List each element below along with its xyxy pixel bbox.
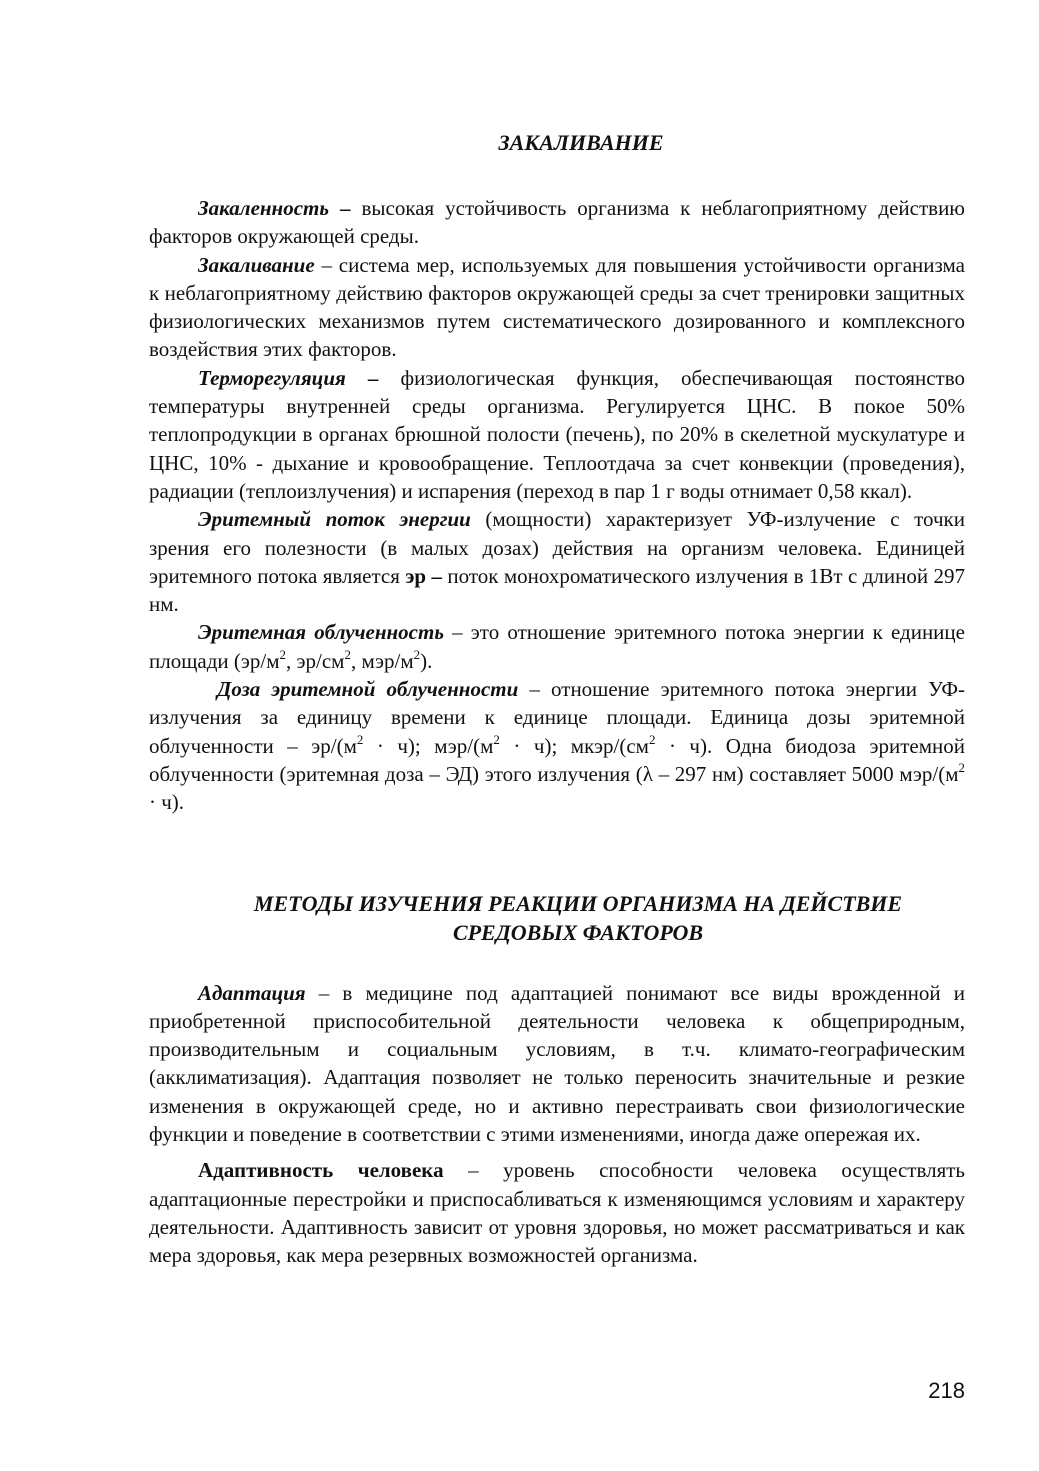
superscript: 2 (279, 646, 287, 662)
definition-text: поток монохроматического излучения в 1Вт с длиной 297 нм. (149, 563, 965, 617)
term-dash: – (345, 365, 379, 390)
paragraph-adaptivity (149, 1156, 965, 1269)
definition-text: физиологическая функция, обеспечивающая постоянство температуры внутренней среды организма. Регулируется ЦНС. В покое 50% теплопродукции в органах брюшной полости (печень), по 20% в скелетной мускулатуре и ЦНС, 10% - дыхание и кровообращение. Теплоотдача за счет конвекции (проведения), радиации (теплоизлучения) и испарения (переход в пар 1 г воды отнимает 0,58 ккал). (149, 365, 965, 503)
paragraph-erythemal-irradiance (149, 618, 965, 675)
paragraph-erythemal-flux (149, 505, 965, 618)
paragraph-adaptation (149, 979, 965, 1149)
definition-text: · ч). (149, 790, 185, 815)
unit-er: эр – (405, 563, 442, 588)
definition-text: ). (420, 648, 433, 673)
definition-text: – отношение эритемного потока энергии УФ-излучения за единицу времени к единице площади. Единица дозы эритемной облученности – эр/(м (149, 677, 965, 758)
superscript: 2 (958, 759, 965, 775)
definition-text: · ч). Одна биодоза эритемной облученности (эритемная доза – ЭД) этого излучения (λ – 297 нм) составляет 5000 мэр/(м (149, 733, 965, 786)
paragraph-hardening (149, 251, 965, 364)
definition-text: – система мер, используемых для повышения устойчивости организма к неблагоприятному действию факторов окружающей среды за счет тренировки защитных физиологических механизмов путем систематического дозированного и комплексного воздействия этих факторов. (149, 252, 965, 362)
definition-text: – уровень способности человека осуществлять адаптационные перестройки и приспосабливаться к изменяющимся условиям и характеру деятельности. Адаптивность зависит от уровня здоровья, но может рассматриваться и как мера здоровья, как мера резервных возможностей организма. (149, 1158, 965, 1268)
page-content (149, 120, 965, 1270)
superscript: 2 (493, 731, 500, 747)
superscript: 2 (648, 731, 656, 747)
superscript: 2 (344, 646, 351, 662)
definition-text: · ч); мэр/(м (363, 733, 494, 758)
term-adaptivity: Адаптивность человека (198, 1158, 444, 1183)
term-thermoregulation: Терморегуляция (198, 365, 346, 390)
heading-line: СРЕДОВЫХ ФАКТОРОВ (452, 919, 704, 945)
term-erythemal-irradiance: Эритемная облученность (198, 620, 444, 645)
term-erythemal-dose: Доза эритемной облученности (217, 677, 519, 702)
term-hardening: Закаливание (198, 252, 315, 277)
page-number: 218 (928, 1378, 965, 1403)
term-hardened-state: Закаленность (198, 196, 329, 220)
definition-text: , мэр/м (350, 648, 414, 673)
term-adaptation: Адаптация (198, 980, 306, 1005)
definition-text: – в медицине под адаптацией понимают все виды врожденной и приобретенной приспособительной деятельности человека к общеприродным, производительным и социальным условиям, в т.ч. климато-географическим (акклиматизация). Адаптация позволяет не только переносить значительные и резкие изменения в окружающей среде, но и активно перестраивать свои физиологические функции и поведение в соответствии с этими изменениями, иногда даже опережая их. (149, 980, 965, 1147)
definition-text: – это отношение эритемного потока энергии к единице площади (эр/м (149, 620, 965, 673)
definition-text: · ч); мкэр/(см (499, 733, 649, 758)
paragraph-hardened-state (149, 194, 965, 251)
term-dash: – (328, 196, 351, 220)
superscript: 2 (413, 646, 421, 662)
definition-text: высокая устойчивость организма к неблагоприятному действию факторов окружающей среды. (149, 196, 965, 249)
superscript: 2 (356, 731, 364, 747)
paragraph-erythemal-dose (149, 675, 965, 816)
definition-text: , эр/см (286, 648, 345, 673)
paragraph-thermoregulation (149, 364, 965, 505)
definition-text: (мощности) характеризует УФ-излучение с точки зрения его полезности (в малых дозах) действия на организм человека. Единицей эритемного потока является (149, 507, 965, 588)
heading-line: МЕТОДЫ ИЗУЧЕНИЯ РЕАКЦИИ ОРГАНИЗМА НА ДЕЙСТВИЕ (253, 890, 903, 916)
section-heading-hardening: ЗАКАЛИВАНИЕ (498, 130, 664, 155)
section-heading-methods (149, 889, 965, 947)
term-erythemal-flux: Эритемный поток энергии (198, 507, 471, 532)
